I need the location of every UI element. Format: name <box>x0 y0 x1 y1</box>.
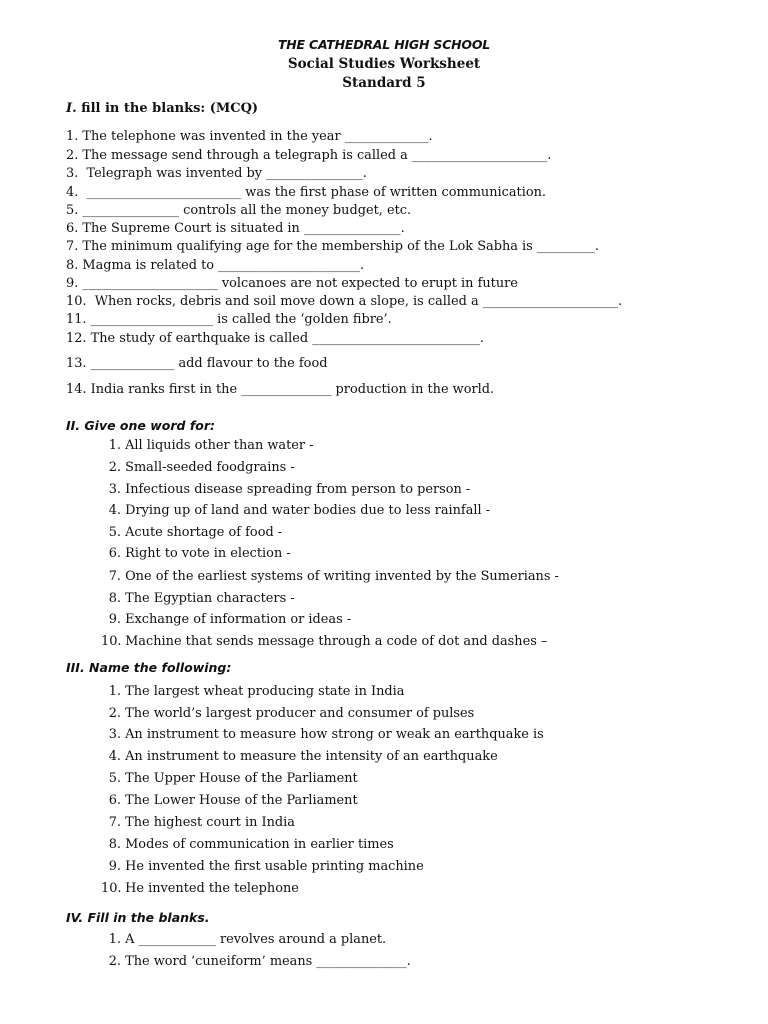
section-2-heading: II. Give one word for: <box>66 418 216 433</box>
section-1-heading <box>66 101 258 116</box>
section-1-title: fill in the blanks: (MCQ) <box>76 101 259 116</box>
question-line: 14. India ranks first in the ______________ production in the world. <box>66 382 495 397</box>
list-item: 2. The world’s largest producer and consumer of pulses <box>108 706 475 721</box>
question-line: 9. _____________________ volcanoes are not expected to erupt in future <box>66 276 518 291</box>
question-line: 8. Magma is related to ______________________. <box>66 258 365 273</box>
list-item: 7. One of the earliest systems of writing invented by the Sumerians - <box>108 569 559 584</box>
list-item: 9. He invented the first usable printing machine <box>108 859 424 874</box>
list-item: 1. All liquids other than water - <box>108 438 314 453</box>
list-item: 1. A ____________ revolves around a planet. <box>108 932 387 947</box>
question-line: 13. _____________ add flavour to the food <box>66 356 328 371</box>
list-item: 9. Exchange of information or ideas - <box>108 612 352 627</box>
list-item: 4. An instrument to measure the intensity of an earthquake <box>108 749 498 764</box>
section-1-numeral: I. <box>66 101 77 116</box>
list-item: 8. Modes of communication in earlier times <box>108 837 394 852</box>
question-line: 11. ___________________ is called the ‘golden fibre’. <box>66 312 392 327</box>
worksheet-title: Social Studies Worksheet <box>287 56 481 72</box>
question-line: 5. _______________ controls all the money budget, etc. <box>66 203 412 218</box>
list-item: 2. The word ‘cuneiform’ means ______________. <box>108 954 411 969</box>
list-item: 2. Small-seeded foodgrains - <box>108 460 295 475</box>
list-item: 4. Drying up of land and water bodies due to less rainfall - <box>108 503 491 518</box>
question-line: 10. When rocks, debris and soil move down a slope, is called a _____________________. <box>66 294 623 309</box>
section-3-heading: III. Name the following: <box>66 660 232 675</box>
question-line: 6. The Supreme Court is situated in _______________. <box>66 221 405 236</box>
list-item: 8. The Egyptian characters - <box>108 591 295 606</box>
section-4-heading: IV. Fill in the blanks. <box>66 910 210 925</box>
list-item: 3. An instrument to measure how strong or weak an earthquake is <box>108 727 544 742</box>
list-item: 6. The Lower House of the Parliament <box>108 793 358 808</box>
question-line: 12. The study of earthquake is called __________________________. <box>66 331 484 346</box>
list-item: 1. The largest wheat producing state in India <box>108 684 405 699</box>
question-line: 4. ________________________ was the first phase of written communication. <box>66 185 547 200</box>
question-line: 2. The message send through a telegraph is called a _____________________. <box>66 148 552 163</box>
question-line: 1. The telephone was invented in the year _____________. <box>66 129 433 144</box>
list-item: 10. Machine that sends message through a code of dot and dashes – <box>101 634 548 649</box>
standard-label: Standard 5 <box>342 75 426 91</box>
list-item: 7. The highest court in India <box>108 815 295 830</box>
list-item: 6. Right to vote in election - <box>108 546 291 561</box>
list-item: 10. He invented the telephone <box>101 881 299 896</box>
question-line: 7. The minimum qualifying age for the membership of the Lok Sabha is _________. <box>66 239 599 254</box>
question-line: 3. Telegraph was invented by _______________. <box>66 166 367 181</box>
list-item: 5. The Upper House of the Parliament <box>108 771 358 786</box>
school-name: THE CATHEDRAL HIGH SCHOOL <box>277 37 491 52</box>
list-item: 3. Infectious disease spreading from person to person - <box>108 482 471 497</box>
list-item: 5. Acute shortage of food - <box>108 525 283 540</box>
